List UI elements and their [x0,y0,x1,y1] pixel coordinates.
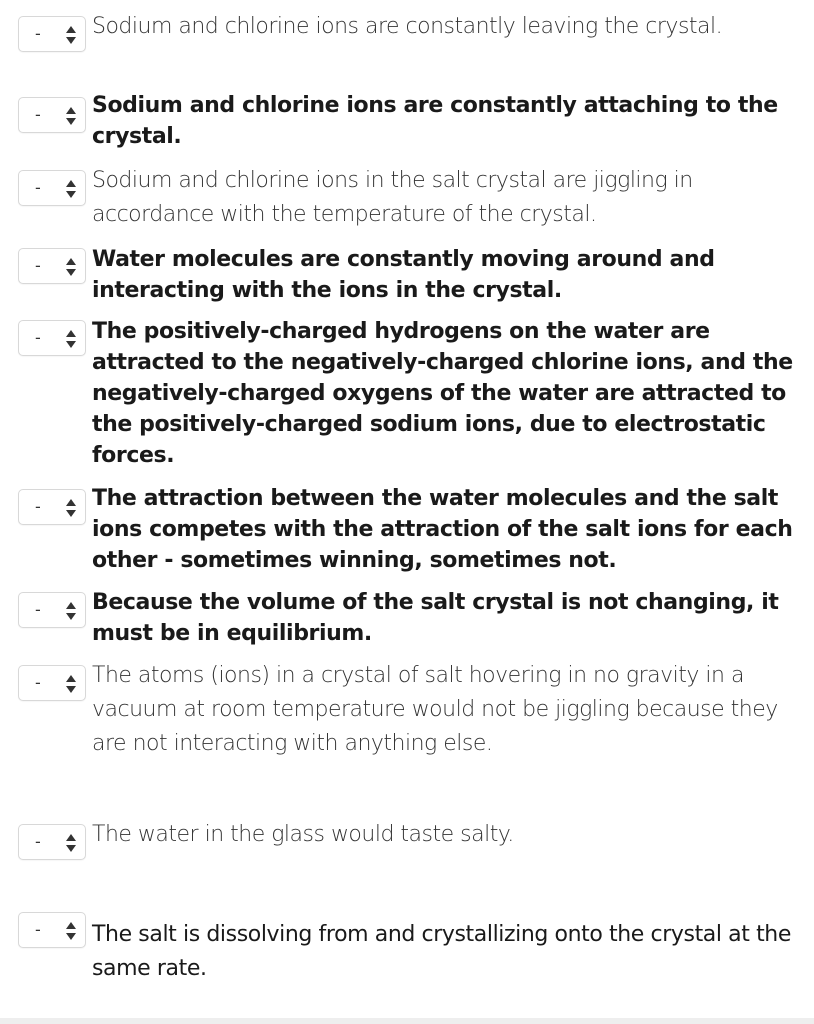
answer-select[interactable] [18,912,86,948]
statement-text: Sodium and chlorine ions are constantly leaving the crystal. [92,14,723,39]
up-down-arrows-icon [65,600,77,622]
select-value: - [35,497,41,516]
select-value: - [35,256,41,275]
select-value: - [35,600,41,619]
answer-select[interactable] [18,824,86,860]
up-down-arrows-icon [65,328,77,350]
answer-select[interactable] [18,320,86,356]
up-down-arrows-icon [65,24,77,46]
up-down-arrows-icon [65,497,77,519]
statement-text: Sodium and chlorine ions are constantly attaching to the crystal. [92,93,778,149]
answer-select[interactable] [18,665,86,701]
statement-text: The water in the glass would taste salty. [92,822,514,847]
up-down-arrows-icon [65,832,77,854]
answer-select[interactable] [18,592,86,628]
select-value: - [35,832,41,851]
answer-select[interactable] [18,97,86,133]
select-value: - [35,328,41,347]
select-value: - [35,24,41,43]
answer-select[interactable] [18,489,86,525]
select-value: - [35,178,41,197]
select-value: - [35,673,41,692]
up-down-arrows-icon [65,256,77,278]
statement-text: The positively-charged hydrogens on the water are attracted to the negatively-charged chlorine ions, and the negatively-charged oxygens of the water are attracted to the positively-charged sodium ions, due to electrostatic forces. [92,319,793,468]
up-down-arrows-icon [65,105,77,127]
select-value: - [35,105,41,124]
answer-select[interactable] [18,170,86,206]
bottom-divider [0,1018,814,1024]
answer-select[interactable] [18,248,86,284]
answer-select[interactable] [18,16,86,52]
up-down-arrows-icon [65,920,77,942]
up-down-arrows-icon [65,178,77,200]
statement-text: Water molecules are constantly moving around and interacting with the ions in the crystal. [92,247,715,303]
statement-text: The attraction between the water molecules and the salt ions competes with the attraction of the salt ions for each other - sometimes winning, sometimes not. [92,486,793,573]
statement-text: Sodium and chlorine ions in the salt crystal are jiggling in accordance with the temperature of the crystal. [92,168,693,227]
statement-text: Because the volume of the salt crystal is not changing, it must be in equilibrium. [92,590,779,646]
statement-text: The salt is dissolving from and crystallizing onto the crystal at the same rate. [92,922,791,981]
up-down-arrows-icon [65,673,77,695]
statement-text: The atoms (ions) in a crystal of salt hovering in no gravity in a vacuum at room temperature would not be jiggling because they are not interacting with anything else. [92,663,778,756]
select-value: - [35,920,41,939]
